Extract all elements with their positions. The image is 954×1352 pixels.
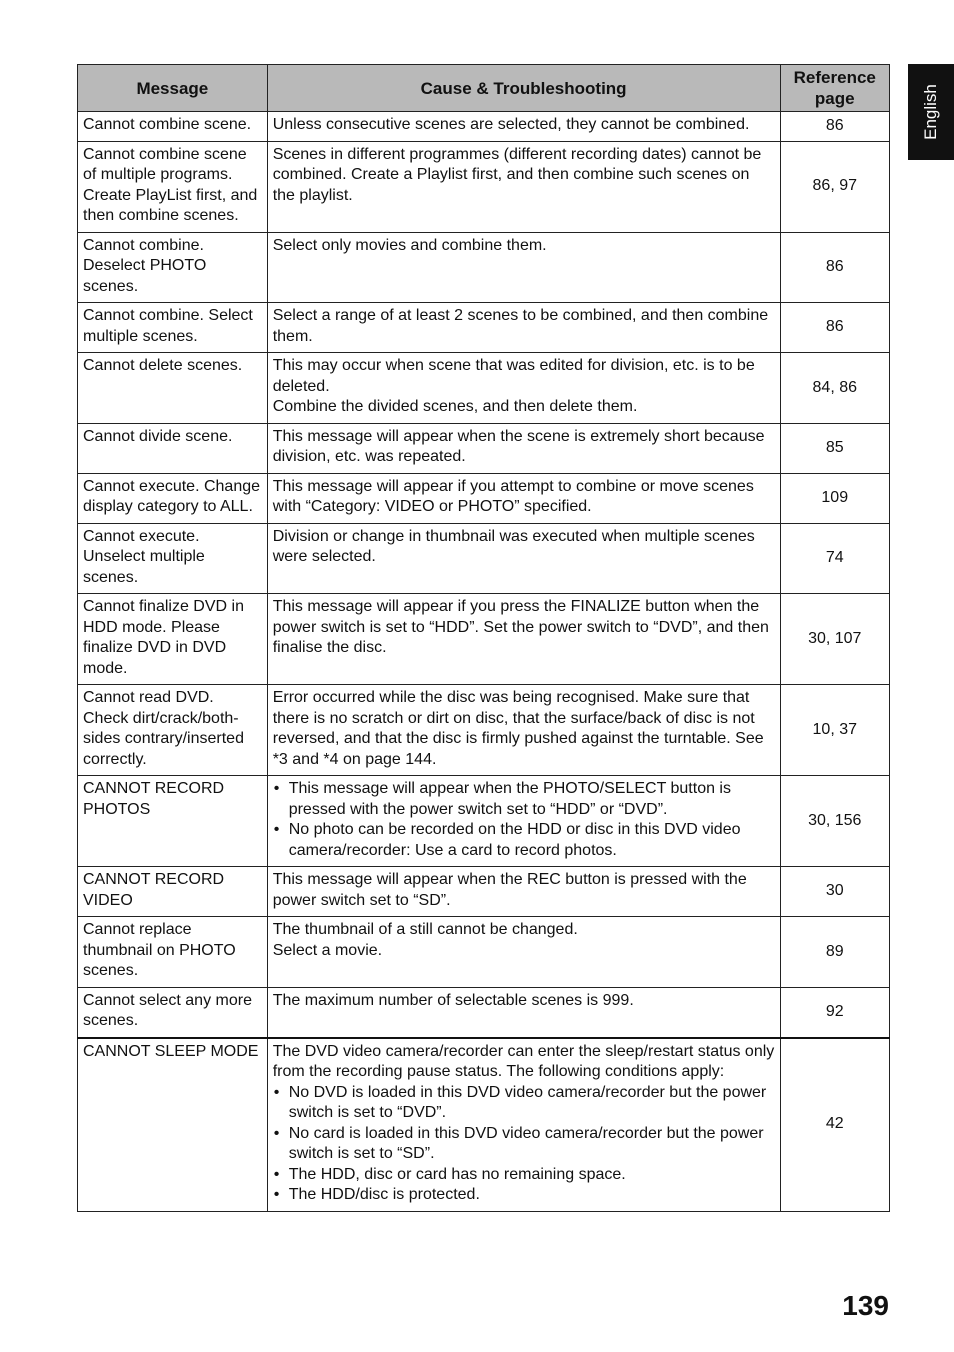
table-row xyxy=(78,1038,890,1212)
cause-line: The DVD video camera/recorder can enter the sleep/restart status only from the recording pause status. The following conditions apply: xyxy=(272,1042,775,1080)
cause-cell xyxy=(267,112,780,142)
reference-cell: 86 xyxy=(780,232,889,303)
cause-bullet: • No photo can be recorded on the HDD or disc in this DVD video camera/recorder: Use a card to record photos. xyxy=(273,820,775,861)
reference-cell: 42 xyxy=(780,1038,889,1212)
reference-cell: 89 xyxy=(780,917,889,988)
cause-line: This message will appear if you press the FINALIZE button when the power switch is set to “HDD”. Set the power switch to “DVD”, and then finalise the disc. xyxy=(272,598,769,656)
reference-cell: 74 xyxy=(780,523,889,594)
message-cell: Cannot combine. Deselect PHOTO scenes. xyxy=(78,232,268,303)
cause-line: This message will appear when the REC button is pressed with the power switch set to “SD”. xyxy=(272,871,747,909)
reference-cell: 85 xyxy=(780,423,889,473)
table-row xyxy=(78,917,890,988)
table-row xyxy=(78,523,890,594)
table-row xyxy=(78,867,890,917)
cause-cell xyxy=(267,423,780,473)
reference-cell: 109 xyxy=(780,473,889,523)
reference-cell: 30 xyxy=(780,867,889,917)
cause-cell xyxy=(267,232,780,303)
table-row xyxy=(78,685,890,776)
cause-cell xyxy=(267,685,780,776)
message-cell: Cannot execute. Change display category to ALL. xyxy=(78,473,268,523)
language-tab-label: English xyxy=(921,84,940,140)
header-cause: Cause & Troubleshooting xyxy=(267,65,780,112)
header-message: Message xyxy=(78,65,268,112)
cause-bullet: • The HDD/disc is protected. xyxy=(273,1185,775,1206)
cause-line: Select a movie. xyxy=(272,941,383,959)
table-row xyxy=(78,232,890,303)
reference-cell: 30, 156 xyxy=(780,776,889,867)
message-cell: Cannot combine scene. xyxy=(78,112,268,142)
cause-bullet-list xyxy=(273,779,775,861)
cause-cell xyxy=(267,523,780,594)
cause-line: This message will appear if you attempt to combine or move scenes with “Category: VIDEO or PHOTO” specified. xyxy=(272,477,754,515)
cause-line: Scenes in different programmes (different recording dates) cannot be combined. Create a Playlist first, and then combine such scenes on the playlist. xyxy=(272,145,762,204)
cause-bullet: • No DVD is loaded in this DVD video camera/recorder but the power switch is set to “DVD”. xyxy=(273,1083,775,1124)
cause-cell xyxy=(267,917,780,988)
cause-line: Select a range of at least 2 scenes to be combined, and then combine them. xyxy=(272,307,769,345)
reference-cell: 86 xyxy=(780,303,889,353)
message-table xyxy=(77,64,890,1212)
reference-cell: 30, 107 xyxy=(780,594,889,685)
reference-cell: 92 xyxy=(780,987,889,1038)
table-row xyxy=(78,423,890,473)
table-row xyxy=(78,112,890,142)
message-cell: Cannot combine scene of multiple programs. Create PlayList first, and then combine scenes. xyxy=(78,141,268,232)
cause-line: This message will appear when the scene is extremely short because division, etc. was repeated. xyxy=(272,427,765,465)
table-row xyxy=(78,776,890,867)
cause-cell xyxy=(267,141,780,232)
reference-cell: 84, 86 xyxy=(780,353,889,424)
cause-line: This may occur when scene that was edited for division, etc. is to be deleted. xyxy=(272,357,755,395)
table-row xyxy=(78,594,890,685)
cause-line: Select only movies and combine them. xyxy=(272,236,547,254)
message-cell: Cannot delete scenes. xyxy=(78,353,268,424)
table-row xyxy=(78,303,890,353)
cause-bullet-list xyxy=(273,1083,775,1206)
message-cell: Cannot select any more scenes. xyxy=(78,987,268,1038)
message-cell: Cannot finalize DVD in HDD mode. Please finalize DVD in DVD mode. xyxy=(78,594,268,685)
cause-line: Unless consecutive scenes are selected, they cannot be combined. xyxy=(272,116,750,133)
message-cell: Cannot execute. Unselect multiple scenes. xyxy=(78,523,268,594)
cause-line: The maximum number of selectable scenes is 999. xyxy=(272,991,634,1009)
cause-line: The thumbnail of a still cannot be changed. xyxy=(272,921,578,938)
table-header-row xyxy=(78,65,890,112)
reference-cell: 86, 97 xyxy=(780,141,889,232)
cause-bullet: • No card is loaded in this DVD video camera/recorder but the power switch is set to “SD”. xyxy=(273,1124,775,1165)
table-row xyxy=(78,987,890,1038)
cause-line: Combine the divided scenes, and then delete them. xyxy=(272,398,638,415)
cause-cell xyxy=(267,987,780,1038)
cause-cell xyxy=(267,1038,780,1212)
message-cell: CANNOT SLEEP MODE xyxy=(78,1038,268,1212)
page-number: 139 xyxy=(842,1290,889,1321)
cause-cell xyxy=(267,867,780,917)
table-row xyxy=(78,473,890,523)
reference-cell: 86 xyxy=(780,112,889,142)
message-cell: Cannot divide scene. xyxy=(78,423,268,473)
reference-cell: 10, 37 xyxy=(780,685,889,776)
cause-cell xyxy=(267,473,780,523)
cause-line: Error occurred while the disc was being recognised. Make sure that there is no scratch or dirt on disc, that the surface/back of disc is not reversed, and that the disc is firmly pushed against the turntable. See *3 and *4 on page 144. xyxy=(272,689,764,768)
table-row xyxy=(78,353,890,424)
cause-bullet: • The HDD, disc or card has no remaining space. xyxy=(273,1165,775,1186)
table-row xyxy=(78,141,890,232)
message-cell: Cannot read DVD. Check dirt/crack/both-sides contrary/inserted correctly. xyxy=(78,685,268,776)
message-cell: Cannot replace thumbnail on PHOTO scenes. xyxy=(78,917,268,988)
cause-cell xyxy=(267,594,780,685)
message-cell: CANNOT RECORD VIDEO xyxy=(78,867,268,917)
cause-bullet: • This message will appear when the PHOTO/SELECT button is pressed with the power switch set to “HDD” or “DVD”. xyxy=(273,779,775,820)
cause-cell xyxy=(267,776,780,867)
cause-cell xyxy=(267,353,780,424)
message-cell: Cannot combine. Select multiple scenes. xyxy=(78,303,268,353)
message-cell: CANNOT RECORD PHOTOS xyxy=(78,776,268,867)
cause-line: Division or change in thumbnail was executed when multiple scenes were selected. xyxy=(272,527,755,565)
table-body xyxy=(78,112,890,1212)
header-reference: Reference page xyxy=(780,65,889,112)
language-tab xyxy=(908,64,954,160)
cause-cell xyxy=(267,303,780,353)
